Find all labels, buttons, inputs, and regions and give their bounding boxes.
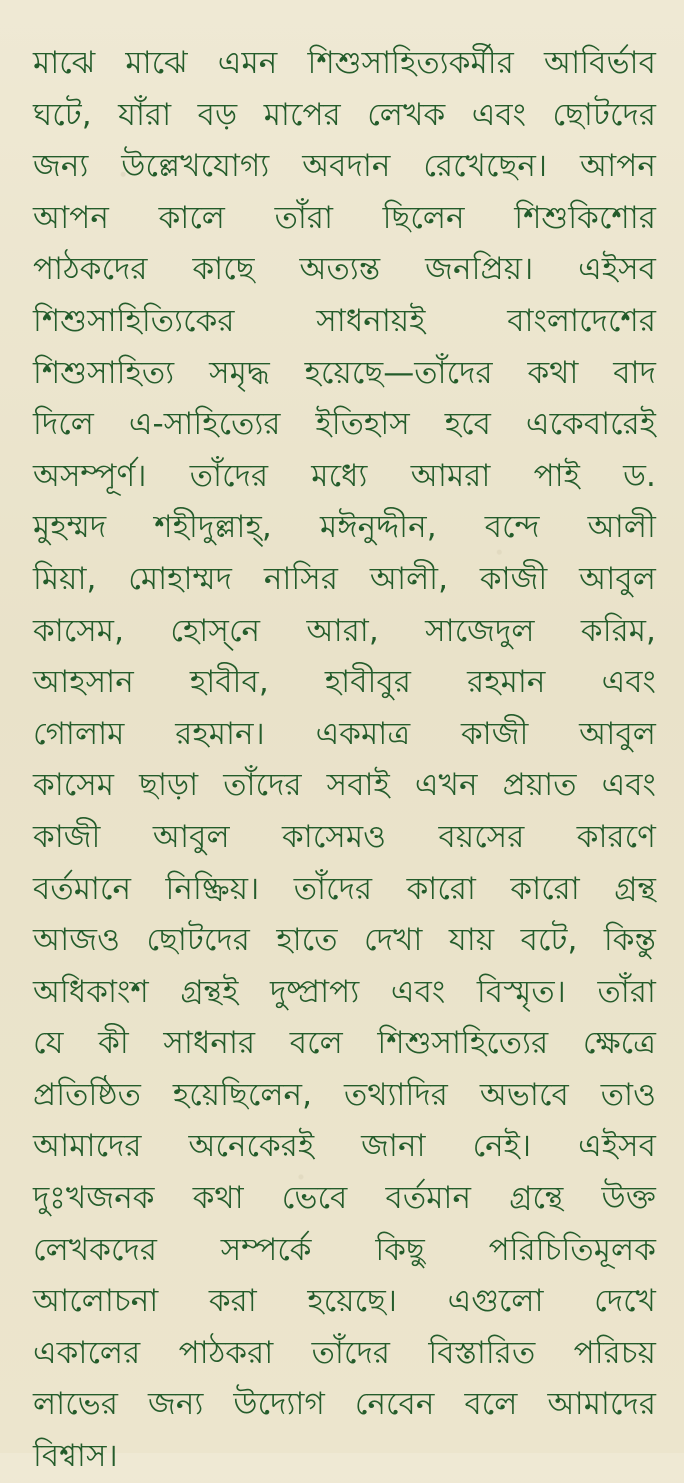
body-paragraph <box>33 38 656 1483</box>
text-line-06: শিশুসাহিত্যিকের সাধনায়ই বাংলাদেশের <box>33 302 656 339</box>
text-line-24: লেখকদের সম্পর্কে কিছু পরিচিতিমূলক <box>33 1231 656 1268</box>
text-line-03: জন্য উল্লেখযোগ্য অবদান রেখেছেন। আপন <box>33 148 656 185</box>
text-line-27: লাভের জন্য উদ্যোগ নেবেন বলে আমাদের <box>33 1386 656 1423</box>
text-line-25: আলোচনা করা হয়েছে। এগুলো দেখে <box>33 1283 656 1320</box>
text-line-18: আজও ছোটদের হাতে দেখা যায় বটে, কিন্তু <box>33 922 656 959</box>
text-line-04: আপন কালে তাঁরা ছিলেন শিশুকিশোর <box>33 199 656 236</box>
text-line-13: আহসান হাবীব, হাবীবুর রহমান এবং <box>33 664 656 701</box>
text-line-16: কাজী আবুল কাসেমও বয়সের কারণে <box>33 818 656 855</box>
text-line-19: অধিকাংশ গ্রন্থই দুষ্প্রাপ্য এবং বিস্মৃত। তাঁরা <box>33 973 656 1010</box>
text-line-15: কাসেম ছাড়া তাঁদের সবাই এখন প্রয়াত এবং <box>33 767 656 804</box>
text-line-01: মাঝে মাঝে এমন শিশুসাহিত্যকর্মীর আবির্ভাব <box>33 45 656 81</box>
text-line-17: বর্তমানে নিষ্ক্রিয়। তাঁদের কারো কারো গ্রন্থ <box>33 870 656 907</box>
text-line-11: মিয়া, মোহাম্মদ নাসির আলী, কাজী আবুল <box>33 560 656 597</box>
text-line-12: কাসেম, হোস্‌নে আরা, সাজেদুল করিম, <box>33 612 656 649</box>
text-line-08: দিলে এ-সাহিত্যের ইতিহাস হবে একেবারেই <box>33 406 656 443</box>
text-line-07: শিশুসাহিত্য সমৃদ্ধ হয়েছে—তাঁদের কথা বাদ <box>33 354 656 391</box>
text-line-23: দুঃখজনক কথা ভেবে বর্তমান গ্রন্থে উক্ত <box>33 1180 656 1217</box>
text-line-02: ঘটে, যাঁরা বড় মাপের লেখক এবং ছোটদের <box>33 96 656 133</box>
text-line-09: অসম্পূর্ণ। তাঁদের মধ্যে আমরা পাই ড. <box>33 457 656 494</box>
text-line-26: একালের পাঠকরা তাঁদের বিস্তারিত পরিচয় <box>33 1334 656 1371</box>
text-line-28: বিশ্বাস। <box>33 1438 118 1475</box>
text-line-14: গোলাম রহমান। একমাত্র কাজী আবুল <box>33 715 656 752</box>
text-line-22: আমাদের অনেকেরই জানা নেই। এইসব <box>33 1128 656 1165</box>
text-line-05: পাঠকদের কাছে অত্যন্ত জনপ্রিয়। এইসব <box>33 251 656 288</box>
text-line-10: মুহম্মদ শহীদুল্লাহ্, মঈনুদ্দীন, বন্দে আলী <box>33 509 656 546</box>
text-line-21: প্রতিষ্ঠিত হয়েছিলেন, তথ্যাদির অভাবে তাও <box>33 1076 656 1113</box>
text-line-20: যে কী সাধনার বলে শিশুসাহিত্যের ক্ষেত্রে <box>33 1025 656 1062</box>
